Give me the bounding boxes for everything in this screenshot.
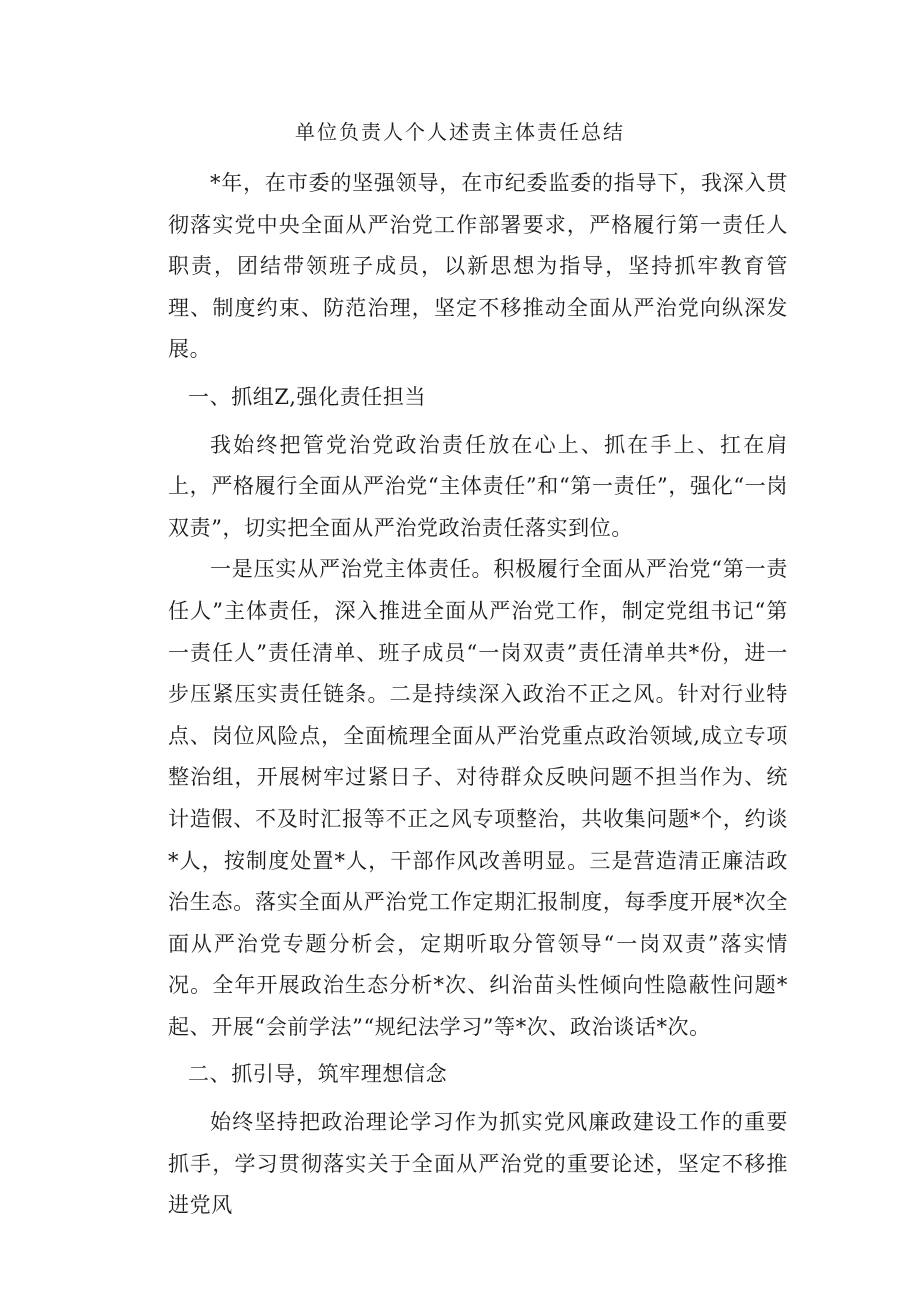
section-1-summary-paragraph: 我始终把管党治党政治责任放在心上、抓在手上、扛在肩上，严格履行全面从严治党“主体责任”和“第一责任”，强化“一岗双责”，切实把全面从严治党政治责任落实到位。 <box>168 432 788 540</box>
section-2-paragraph: 始终坚持把政治理论学习作为抓实党风廉政建设工作的重要抓手，学习贯彻落实关于全面从严治党的重要论述，坚定不移推进党风 <box>168 1110 788 1218</box>
intro-paragraph: *年，在市委的坚强领导，在市纪委监委的指导下，我深入贯彻落实党中央全面从严治党工作部署要求，严格履行第一责任人职责，团结带领班子成员，以新思想为指导，坚持抓牢教育管理、制度约束、防范治理，坚定不移推动全面从严治党向纵深发展。 <box>168 171 788 362</box>
section-1-detail-paragraph: 一是压实从严治党主体责任。积极履行全面从严治党“第一责任人”主体责任，深入推进全面从严治党工作，制定党组书记“第一责任人”责任清单、班子成员“一岗双责”责任清单共*份，进一步压紧压实责任链条。二是持续深入政治不正之风。针对行业特点、岗位风险点，全面梳理全面从严治党重点政治领域,成立专项整治组，开展树牢过紧日子、对待群众反映问题不担当作为、统计造假、不及时汇报等不正之风专项整治，共收集问题*个，约谈*人，按制度处置*人，干部作风改善明显。三是营造清正廉洁政治生态。落实全面从严治党工作定期汇报制度，每季度开展*次全面从严治党专题分析会，定期听取分管领导“一岗双责”落实情况。全年开展政治生态分析*次、纠治苗头性倾向性隐蔽性问题*起、开展“会前学法”“规纪法学习”等*次、政治谈话*次。 <box>168 557 788 1039</box>
section-heading-2: 二、抓引导，筑牢理想信念 <box>188 1062 448 1087</box>
document-title: 单位负责人个人述责主体责任总结 <box>295 120 625 144</box>
document-body <box>168 163 788 1227</box>
section-heading-1: 一、抓组Z,强化责任担当 <box>188 384 427 409</box>
